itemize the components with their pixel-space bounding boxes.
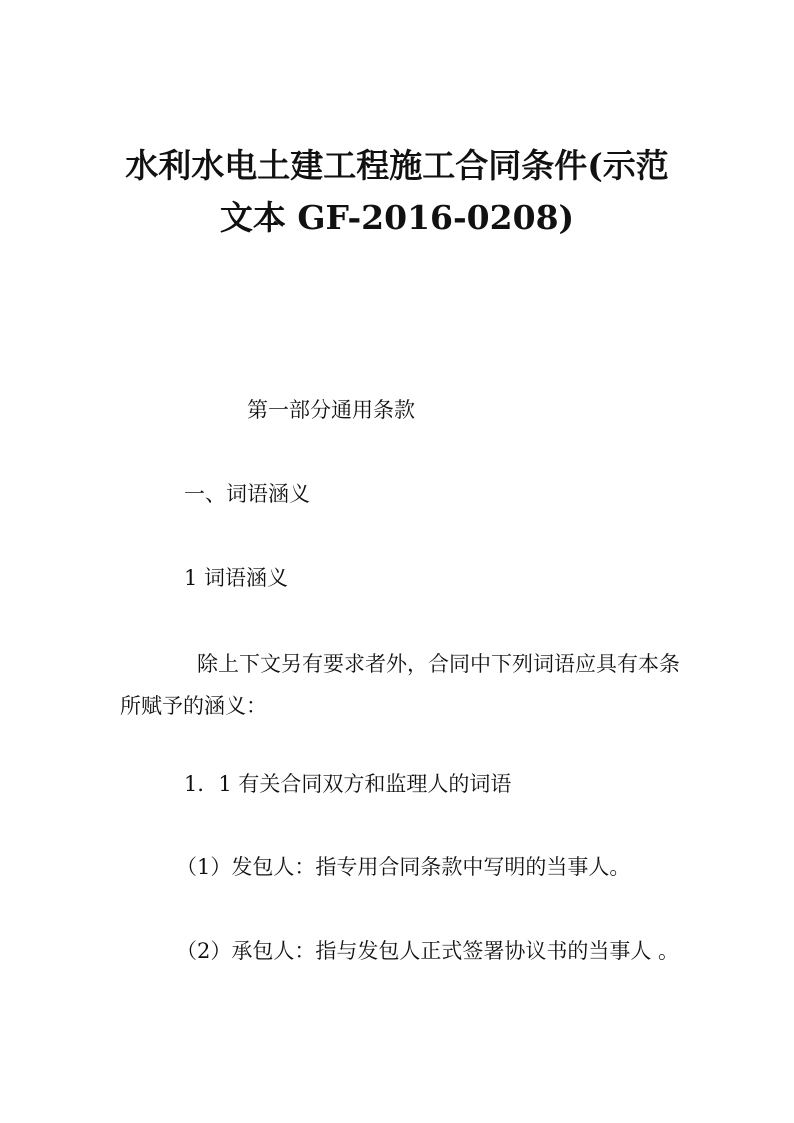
definition-item-contractor: （2）承包人：指与发包人正式签署协议书的当事人 。 bbox=[176, 939, 680, 963]
document-title-line-2: 文本 GF-2016-0208) bbox=[219, 198, 575, 237]
section-heading: 一、词语涵义 bbox=[184, 482, 310, 506]
subsection-heading: 1 词语涵义 bbox=[184, 566, 289, 590]
part-heading: 第一部分通用条款 bbox=[247, 398, 415, 422]
intro-paragraph: 除上下文另有要求者外，合同中下列词语应具有本条所赋予的涵义： bbox=[120, 652, 680, 718]
definition-item-employer: （1）发包人：指专用合同条款中写明的当事人。 bbox=[176, 855, 631, 879]
document-title-line-1: 水利水电土建工程施工合同条件(示范 bbox=[125, 146, 669, 185]
clause-1-1-heading: 1．1 有关合同双方和监理人的词语 bbox=[184, 772, 512, 796]
